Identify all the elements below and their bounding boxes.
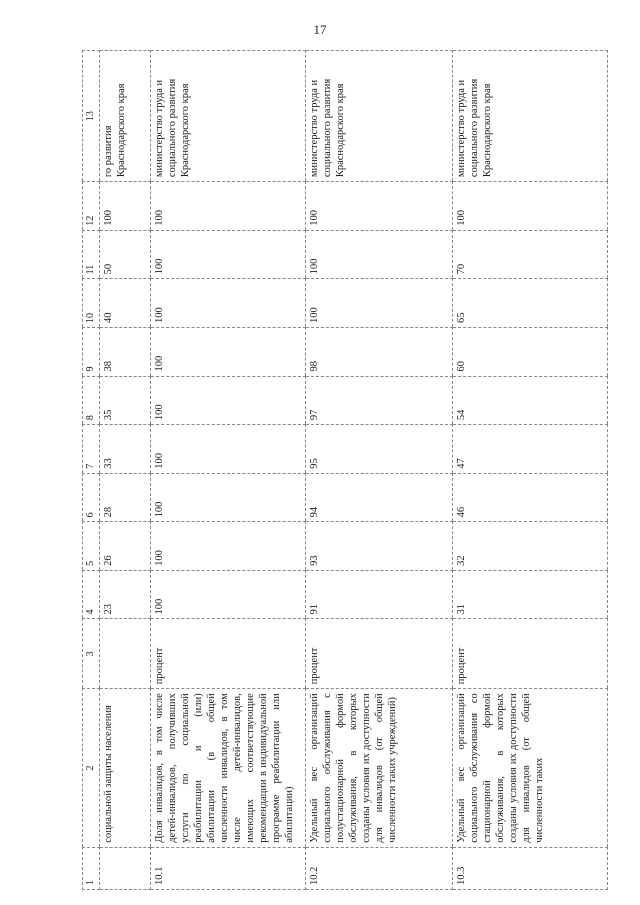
header-cell: 10: [83, 279, 100, 328]
value-cell: 31: [453, 570, 608, 619]
unit-cell: процент: [306, 619, 453, 689]
value-cell: 65: [453, 279, 608, 328]
unit-cell: [100, 619, 151, 689]
value-cell: 100: [453, 182, 608, 231]
value-cell: 35: [100, 376, 151, 425]
header-cell: 5: [83, 522, 100, 571]
value-cell: 46: [453, 473, 608, 522]
value-cell: 28: [100, 473, 151, 522]
header-cell: 2: [83, 689, 100, 848]
indicator-name-cell: социальной защиты населения: [100, 689, 151, 848]
value-cell: 100: [151, 473, 306, 522]
row-number-cell: [100, 847, 151, 889]
value-cell: 100: [151, 182, 306, 231]
table-row: [306, 51, 453, 890]
row-number-cell: 10.2: [306, 847, 453, 889]
value-cell: 100: [151, 425, 306, 474]
header-cell: 7: [83, 425, 100, 474]
indicator-name-cell: Удельный вес организаций социального обслуживания со стационарной формой обслуживания, в которых созданы условия их доступности для инвалидов (от общей численности таких: [453, 689, 608, 848]
value-cell: 32: [453, 522, 608, 571]
responsible-cell: го развития Краснодарского края: [100, 51, 151, 182]
value-cell: 26: [100, 522, 151, 571]
header-cell: 6: [83, 473, 100, 522]
value-cell: 100: [306, 182, 453, 231]
table-row-continuation: [100, 51, 151, 890]
value-cell: 100: [151, 570, 306, 619]
indicator-name-cell: Удельный вес организаций социального обслуживания с полустационарной формой обслуживания, в которых созданы условия их доступности для инвалидов (от общей численности таких учреждений): [306, 689, 453, 848]
value-cell: 100: [151, 327, 306, 376]
value-cell: 98: [306, 327, 453, 376]
responsible-cell: министерство труда и социального развития Краснодарского края: [151, 51, 306, 182]
header-cell: 12: [83, 182, 100, 231]
header-row: [83, 51, 100, 890]
unit-cell: процент: [453, 619, 608, 689]
value-cell: 38: [100, 327, 151, 376]
value-cell: 60: [453, 327, 608, 376]
value-cell: 91: [306, 570, 453, 619]
indicator-name-cell: Доля инвалидов, в том числе детей-инвалидов, получивших услуги по социальной реабилитации и (или) абилитации (в общей численности инвалидов, в том числе детей-инвалидов, имеющих соответствующие рекомендации в индивидуальной программе реабилитации или абилитации): [151, 689, 306, 848]
value-cell: 100: [151, 279, 306, 328]
value-cell: 94: [306, 473, 453, 522]
value-cell: 33: [100, 425, 151, 474]
value-cell: 54: [453, 376, 608, 425]
header-cell: 1: [83, 847, 100, 889]
value-cell: 40: [100, 279, 151, 328]
row-number-cell: 10.3: [453, 847, 608, 889]
value-cell: 100: [151, 230, 306, 279]
rotated-table-container: [82, 50, 614, 890]
value-cell: 50: [100, 230, 151, 279]
value-cell: 100: [306, 279, 453, 328]
value-cell: 100: [100, 182, 151, 231]
value-cell: 23: [100, 570, 151, 619]
table-row: [453, 51, 608, 890]
value-cell: 100: [151, 522, 306, 571]
unit-cell: процент: [151, 619, 306, 689]
header-cell: 9: [83, 327, 100, 376]
value-cell: 93: [306, 522, 453, 571]
responsible-cell: министерство труда и социального развития Краснодарского края: [453, 51, 608, 182]
value-cell: 100: [306, 230, 453, 279]
value-cell: 47: [453, 425, 608, 474]
page-number: 17: [313, 22, 327, 37]
value-cell: 100: [151, 376, 306, 425]
table-row: [151, 51, 306, 890]
header-cell: 11: [83, 230, 100, 279]
value-cell: 97: [306, 376, 453, 425]
indicator-table-area: [82, 50, 614, 890]
value-cell: 95: [306, 425, 453, 474]
header-cell: 4: [83, 570, 100, 619]
row-number-cell: 10.1: [151, 847, 306, 889]
value-cell: 70: [453, 230, 608, 279]
responsible-cell: министерство труда и социального развития Краснодарского края: [306, 51, 453, 182]
header-cell: 13: [83, 51, 100, 182]
header-cell: 3: [83, 619, 100, 689]
header-cell: 8: [83, 376, 100, 425]
indicator-table: [82, 50, 608, 890]
